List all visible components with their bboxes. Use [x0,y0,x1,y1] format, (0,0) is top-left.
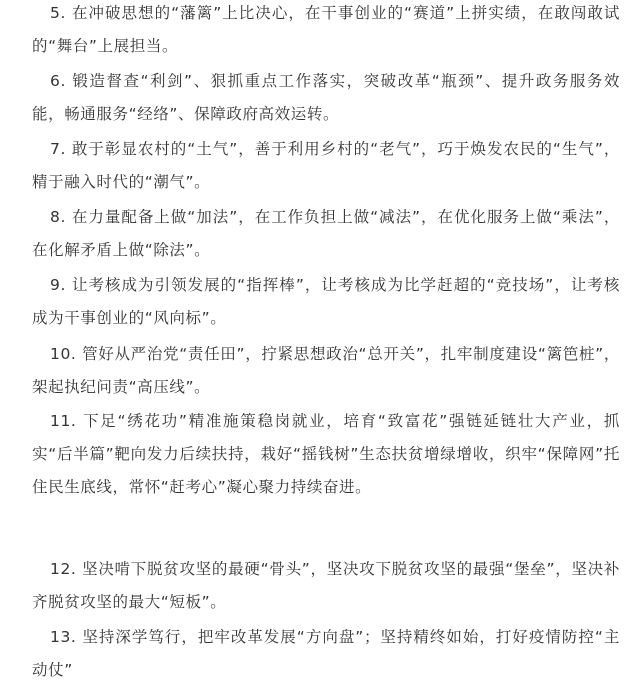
list-item-12: 12. 坚决啃下脱贫攻坚的最硬“骨头”，坚决攻下脱贫攻坚的最强“堡垒”，坚决补齐脱贫攻坚的最大“短板”。 [32,560,620,611]
list-item-10: 10. 管好从严治党“责任田”，拧紧思想政治“总开关”，扎牢制度建设“篱笆桩”，架起执纪问责“高压线”。 [32,345,620,396]
list-item-6: 6. 锻造督查“利剑”、狠抓重点工作落实，突破改革“瓶颈”、提升政务服务效能，畅通服务“经络”、保障政府高效运转。 [32,72,620,123]
list-item-7: 7. 敢于彰显农村的“土气”，善于利用乡村的“老气”，巧于焕发农民的“生气”，精于融入时代的“潮气”。 [32,140,620,191]
list-item-11: 11. 下足“绣花功”精准施策稳岗就业，培育“致富花”强链延链壮大产业，抓实“后半篇”靶向发力后续扶持，栽好“摇钱树”生态扶贫增绿增收，织牢“保障网”托住民生底线，常怀“赶考心”凝心聚力持续奋进。 [32,412,620,496]
list-item-5: 5. 在冲破思想的“藩篱”上比决心，在干事创业的“赛道”上拼实绩，在敢闯敢试的“舞台”上展担当。 [32,4,620,55]
list-item-9: 9. 让考核成为引领发展的“指挥棒”，让考核成为比学赶超的“竞技场”，让考核成为干事创业的“风向标”。 [32,276,620,327]
list-item-8: 8. 在力量配备上做“加法”，在工作负担上做“减法”，在优化服务上做“乘法”，在化解矛盾上做“除法”。 [32,208,620,259]
list-item-13: 13. 坚持深学笃行，把牢改革发展“方向盘”；坚持精终如始，打好疫情防控“主动仗” [32,628,620,679]
